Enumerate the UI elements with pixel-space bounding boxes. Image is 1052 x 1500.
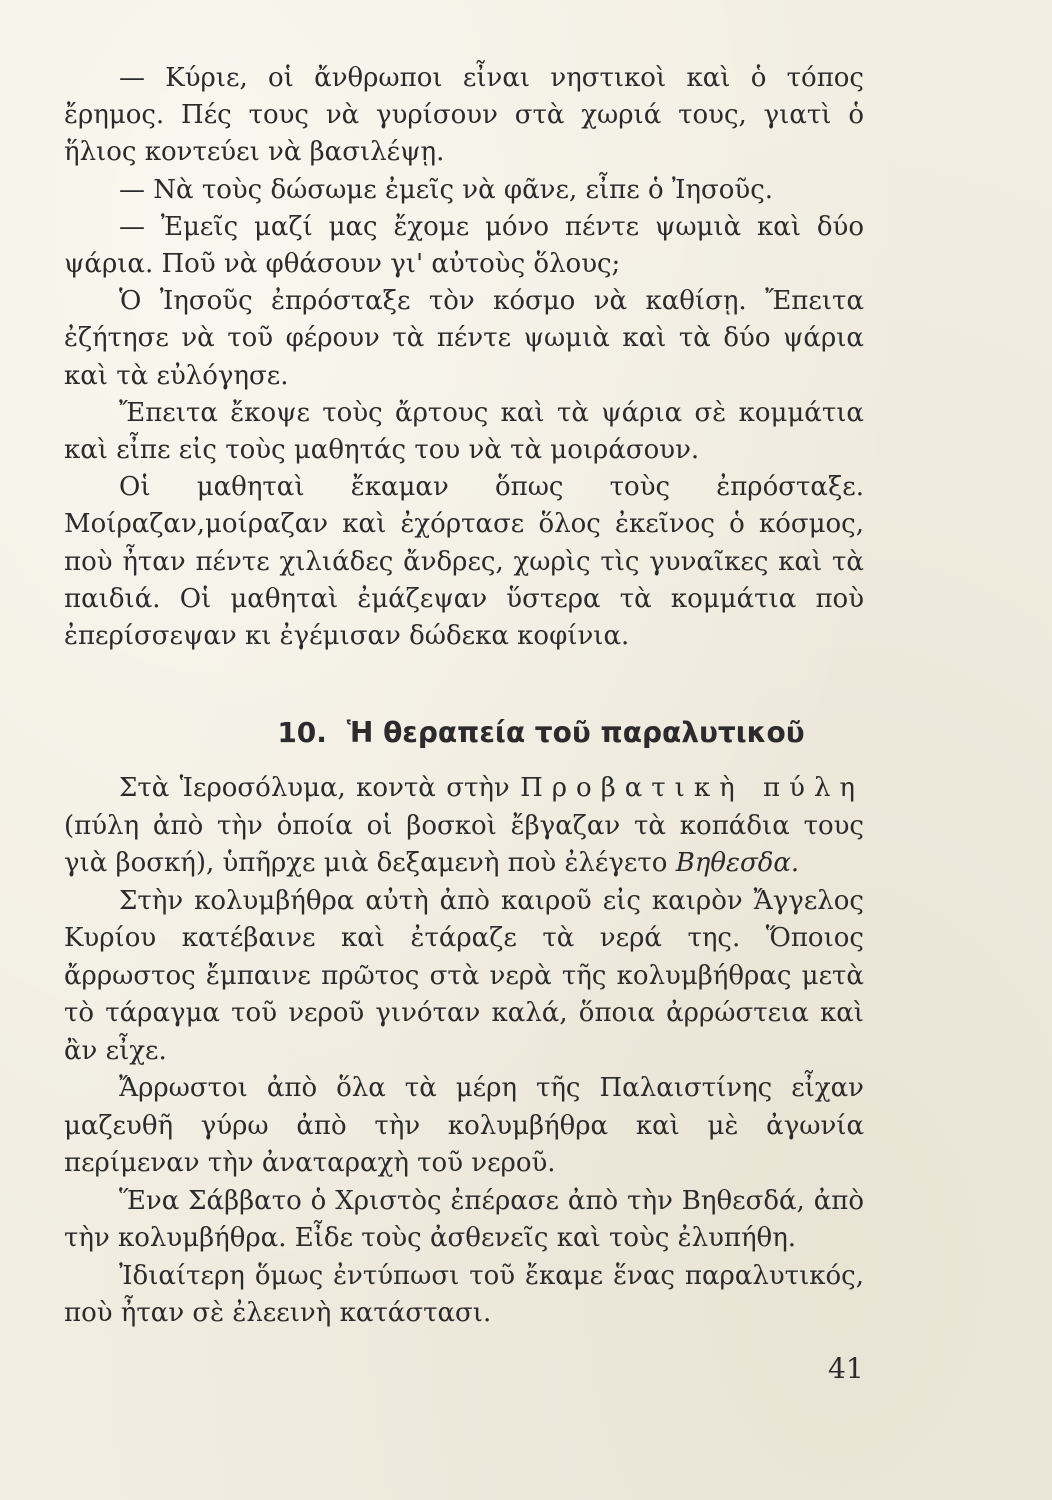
- pool-name: Βηθεσδα.: [675, 848, 800, 878]
- place-name: Προβατικὴ πύλη: [520, 773, 864, 803]
- paragraph: Οἱ μαθηταὶ ἔκαμαν ὅπως τοὺς ἐπρόσταξε. Μοίραζαν,μοίραζαν καὶ ἐχόρτασε ὅλος ἐκεῖνος ὁ κόσμος, ποὺ ἦταν πέντε χιλιάδες ἄνδρες, χωρὶς τὶς γυναῖκες καὶ τὰ παιδιά. Οἱ μαθηταὶ ἐμάζεψαν ὕστερα τὰ κομμάτια ποὺ ἐπερίσσεψαν κι ἐγέμισαν δώδεκα κοφίνια.: [64, 472, 864, 652]
- paragraph: — Κύριε, οἱ ἄνθρωποι εἶναι νηστικοὶ καὶ ὁ τόπος ἔρημος. Πές τους νὰ γυρίσουν στὰ χωριά τους, γιατὶ ὁ ἥλιος κοντεύει νὰ βασιλέψῃ.: [64, 63, 864, 168]
- paragraph: Ἰδιαίτερη ὅμως ἐντύπωσι τοῦ ἔκαμε ἕνας παραλυτικός, ποὺ ἦταν σὲ ἐλεεινὴ κατάστασι.: [64, 1260, 864, 1328]
- paragraph: Ἄρρωστοι ἀπὸ ὅλα τὰ μέρη τῆς Παλαιστίνης εἶχαν μαζευθῆ γύρω ἀπὸ τὴν κολυμβήθρα καὶ μὲ ἀγωνία περίμεναν τὴν ἀναταραχὴ τοῦ νεροῦ.: [64, 1073, 864, 1178]
- text-run: Στὰ Ἱεροσόλυμα, κοντὰ στὴν: [119, 773, 521, 803]
- page-number: 41: [828, 1352, 864, 1385]
- healing-passage: [64, 770, 864, 1333]
- text-run: (πύλη ἀπὸ τὴν ὁποία οἱ βοσκοὶ ἔβγαζαν τὰ κοπάδια τους γιὰ βοσκή), ὑπῆρχε μιὰ δεξαμενὴ ποὺ ἐλέγετο: [64, 810, 864, 878]
- paragraph: Ὁ Ἰησοῦς ἐπρόσταξε τὸν κόσμο νὰ καθίσῃ. Ἔπειτα ἐζήτησε νὰ τοῦ φέρουν τὰ πέντε ψωμιὰ καὶ τὰ δύο ψάρια καὶ τὰ εὐλόγησε.: [64, 286, 864, 391]
- paragraph: — Ἐμεῖς μαζί μας ἔχομε μόνο πέντε ψωμιὰ καὶ δύο ψάρια. Ποῦ νὰ φθάσουν γι' αὐτοὺς ὅλους;: [64, 211, 864, 280]
- paragraph: — Νὰ τοὺς δώσωμε ἐμεῖς νὰ φᾶνε, εἶπε ὁ Ἰησοῦς.: [119, 174, 774, 205]
- feeding-passage: [64, 60, 864, 655]
- section-number: 10.: [277, 716, 327, 749]
- paragraph: Ἔπειτα ἔκοψε τοὺς ἄρτους καὶ τὰ ψάρια σὲ κομμάτια καὶ εἶπε εἰς τοὺς μαθητάς του νὰ τὰ μοιράσουν.: [64, 397, 864, 466]
- paragraph: Στὴν κολυμβήθρα αὐτὴ ἀπὸ καιροῦ εἰς καιρὸν Ἄγγελος Κυρίου κατέβαινε καὶ ἐτάραζε τὰ νερά της. Ὅποιος ἄρρωστος ἔμπαινε πρῶτος στὰ νερὰ τῆς κολυμβήθρας μετὰ τὸ τάραγμα τοῦ νεροῦ γινόταν καλά, ὅποια ἀρρώστεια καὶ ἂν εἶχε.: [64, 885, 864, 1066]
- section-title: Ἡ θεραπεία τοῦ παραλυτικοῦ: [346, 716, 805, 749]
- paragraph: [64, 770, 864, 883]
- section-heading: [0, 716, 1052, 749]
- paragraph: Ἕνα Σάββατο ὁ Χριστὸς ἐπέρασε ἀπὸ τὴν Βηθεσδά, ἀπὸ τὴν κολυμβήθρα. Εἶδε τοὺς ἀσθενεῖς καὶ τοὺς ἐλυπήθη.: [64, 1185, 864, 1253]
